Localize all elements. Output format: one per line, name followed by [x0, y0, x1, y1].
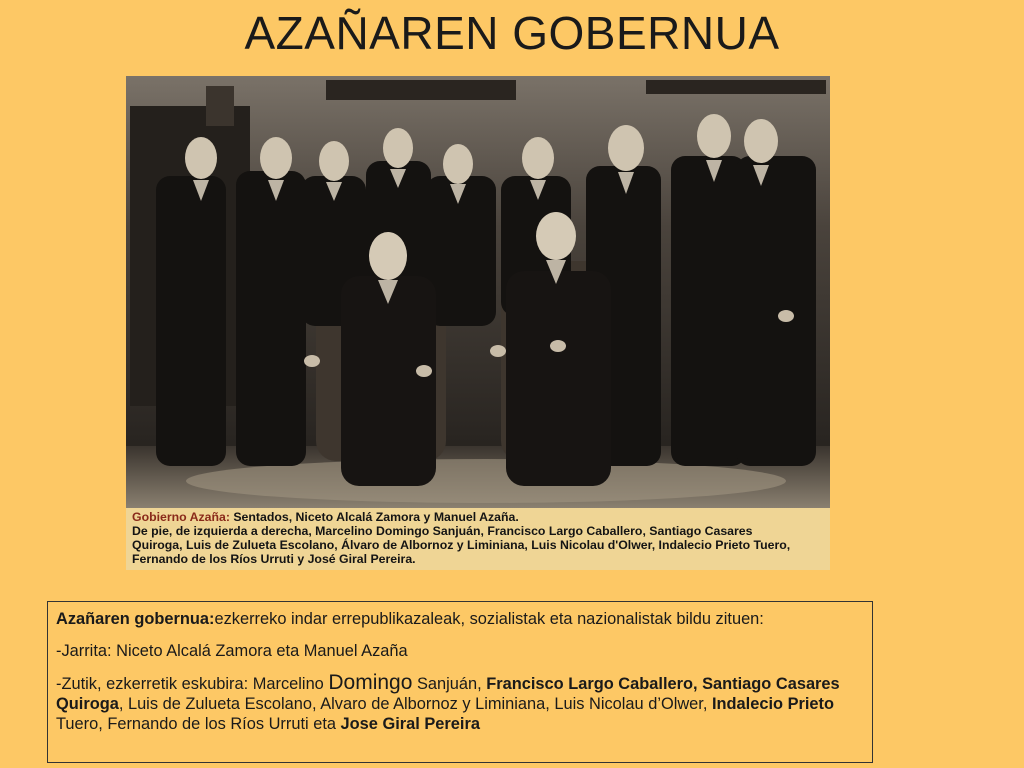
paragraph-intro [56, 609, 864, 629]
intro-bold: Azañaren gobernua: [56, 610, 215, 628]
caption-label: Gobierno Azaña: [132, 510, 230, 524]
standing-text-big: Domingo [328, 671, 413, 694]
caption-line1: Sentados, Niceto Alcalá Zamora y Manuel Azaña. [229, 510, 519, 524]
intro-rest: ezkerreko indar errepublikazaleak, sozialistak eta nazionalistak bildu zituen: [214, 610, 764, 628]
caption-line2: De pie, de izquierda a derecha, Marcelino Domingo Sanjuán, Francisco Largo Caballero, Santiago Casares [132, 524, 753, 538]
standing-text-d: Tuero, Fernando de los Ríos Urruti eta [56, 715, 341, 733]
standing-bold-1: Francisco Largo Caballero, Santiago Casares Quiroga [56, 675, 840, 713]
photo-image [126, 76, 830, 508]
slide-title: AZAÑAREN GOBERNUA [244, 7, 780, 59]
photo-caption [132, 510, 822, 566]
description-textbox [47, 601, 873, 763]
standing-text-b: Sanjuán, [412, 675, 487, 693]
historical-photo [126, 76, 830, 570]
standing-text-c: , Luis de Zulueta Escolano, Alvaro de Albornoz y Liminiana, Luis Nicolau d’Olwer, [118, 695, 712, 713]
standing-bold-2: Indalecio Prieto [711, 695, 835, 713]
caption-line4: Fernando de los Ríos Urruti y José Giral Pereira. [132, 552, 416, 566]
standing-text-a: -Zutik, ezkerretik eskubira: Marcelino [56, 675, 329, 693]
standing-bold-3: Jose Giral Pereira [340, 715, 480, 733]
paragraph-seated: -Jarrita: Niceto Alcalá Zamora eta Manuel Azaña [56, 642, 408, 660]
paragraph-standing [56, 673, 864, 734]
caption-line3: Quiroga, Luis de Zulueta Escolano, Álvaro de Albornoz y Liminiana, Luis Nicolau d'Olwer, Indalecio Prieto Tuero, [132, 538, 791, 552]
